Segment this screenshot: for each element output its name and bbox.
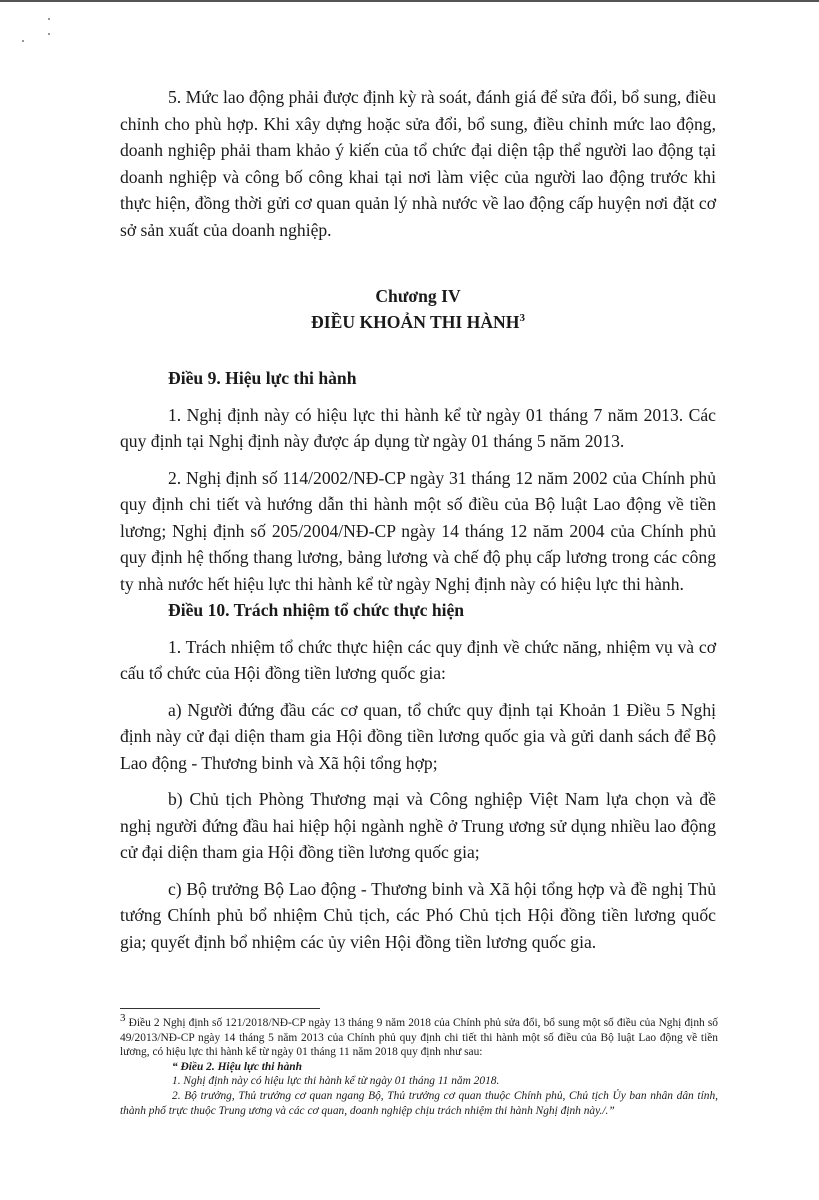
chapter-title bbox=[120, 309, 716, 335]
footnote-quote-2: 2. Bộ trưởng, Thủ trưởng cơ quan ngang Bộ, Thủ trưởng cơ quan thuộc Chính phủ, Chủ tịch Ủy ban nhân dân tỉnh, thành phố trực thuộc Trung ương và các cơ quan, doanh nghiệp chịu trách nhiệm thi hành Nghị định này./.” bbox=[120, 1089, 718, 1117]
footnote-reference: 3 bbox=[519, 312, 525, 325]
footnote bbox=[120, 1012, 718, 1118]
paragraph-5: 5. Mức lao động phải được định kỳ rà soát, đánh giá để sửa đổi, bổ sung, điều chỉnh cho phù hợp. Khi xây dựng hoặc sửa đổi, bổ sung, điều chỉnh mức lao động, doanh nghiệp phải tham khảo ý kiến của tổ chức đại diện tập thể người lao động tại doanh nghiệp và công bố công khai tại nơi làm việc của người lao động trước khi thực hiện, đồng thời gửi cơ quan quản lý nhà nước về lao động cấp huyện nơi đặt cơ sở sản xuất của doanh nghiệp. bbox=[120, 87, 716, 240]
article-10-paragraph-1: 1. Trách nhiệm tổ chức thực hiện các quy định về chức năng, nhiệm vụ và cơ cấu tổ chức của Hội đồng tiền lương quốc gia: bbox=[120, 636, 716, 683]
article-9-paragraph-2: 2. Nghị định số 114/2002/NĐ-CP ngày 31 tháng 12 năm 2002 của Chính phủ quy định chi tiết và hướng dẫn thi hành một số điều của Bộ luật Lao động về tiền lương; Nghị định số 205/2004/NĐ-CP ngày 14 tháng 12 năm 2004 của Chính phủ quy định hệ thống thang lương, bảng lương và chế độ phụ cấp lương trong các công ty nhà nước hết hiệu lực thi hành kể từ ngày Nghị định này có hiệu lực thi hành. bbox=[120, 467, 716, 594]
footnote-marker: 3 bbox=[120, 1012, 126, 1025]
article-9-heading: Điều 9. Hiệu lực thi hành bbox=[168, 368, 357, 388]
footnote-text: Điều 2 Nghị định số 121/2018/NĐ-CP ngày 13 tháng 9 năm 2018 của Chính phủ sửa đổi, bổ sung một số điều của Nghị định số 49/2013/NĐ-CP ngày 14 tháng 5 năm 2013 của Chính phủ quy định chi tiết thi hành một số điều của Bộ luật Lao động về tiền lương, có hiệu lực thi hành kể từ ngày 01 tháng 11 năm 2018 quy định như sau: bbox=[120, 1017, 718, 1059]
document-body bbox=[120, 84, 716, 955]
footnote-quote-1: 1. Nghị định này có hiệu lực thi hành kể từ ngày 01 tháng 11 năm 2018. bbox=[172, 1075, 500, 1088]
scan-top-edge bbox=[0, 0, 819, 2]
article-10-paragraph-c: c) Bộ trưởng Bộ Lao động - Thương binh và Xã hội tổng hợp và đề nghị Thủ tướng Chính phủ bổ nhiệm Chủ tịch, các Phó Chủ tịch Hội đồng tiền lương quốc gia; quyết định bổ nhiệm các ủy viên Hội đồng tiền lương quốc gia. bbox=[120, 878, 716, 952]
scan-speck bbox=[22, 40, 24, 42]
footnote-quote-heading: “ Điều 2. Hiệu lực thi hành bbox=[172, 1060, 302, 1073]
chapter-number: Chương IV bbox=[375, 286, 461, 306]
scan-speck bbox=[48, 33, 50, 35]
footnote-separator bbox=[120, 1008, 320, 1009]
scan-speck bbox=[48, 18, 50, 20]
footnote-main bbox=[120, 1012, 718, 1060]
article-10-heading: Điều 10. Trách nhiệm tổ chức thực hiện bbox=[168, 600, 465, 620]
article-9-paragraph-1: 1. Nghị định này có hiệu lực thi hành kể từ ngày 01 tháng 7 năm 2013. Các quy định tại Nghị định này được áp dụng từ ngày 01 tháng 5 năm 2013. bbox=[120, 404, 716, 451]
article-10-paragraph-b: b) Chủ tịch Phòng Thương mại và Công nghiệp Việt Nam lựa chọn và đề nghị người đứng đầu hai hiệp hội ngành nghề ở Trung ương sử dụng nhiều lao động cử đại diện tham gia Hội đồng tiền lương quốc gia; bbox=[120, 789, 716, 862]
chapter-title-text: ĐIỀU KHOẢN THI HÀNH bbox=[311, 312, 520, 332]
article-10-paragraph-a: a) Người đứng đầu các cơ quan, tổ chức quy định tại Khoản 1 Điều 5 Nghị định này cử đại diện tham gia Hội đồng tiền lương quốc gia và gửi danh sách để Bộ Lao động - Thương binh và Xã hội tổng hợp; bbox=[120, 699, 716, 773]
